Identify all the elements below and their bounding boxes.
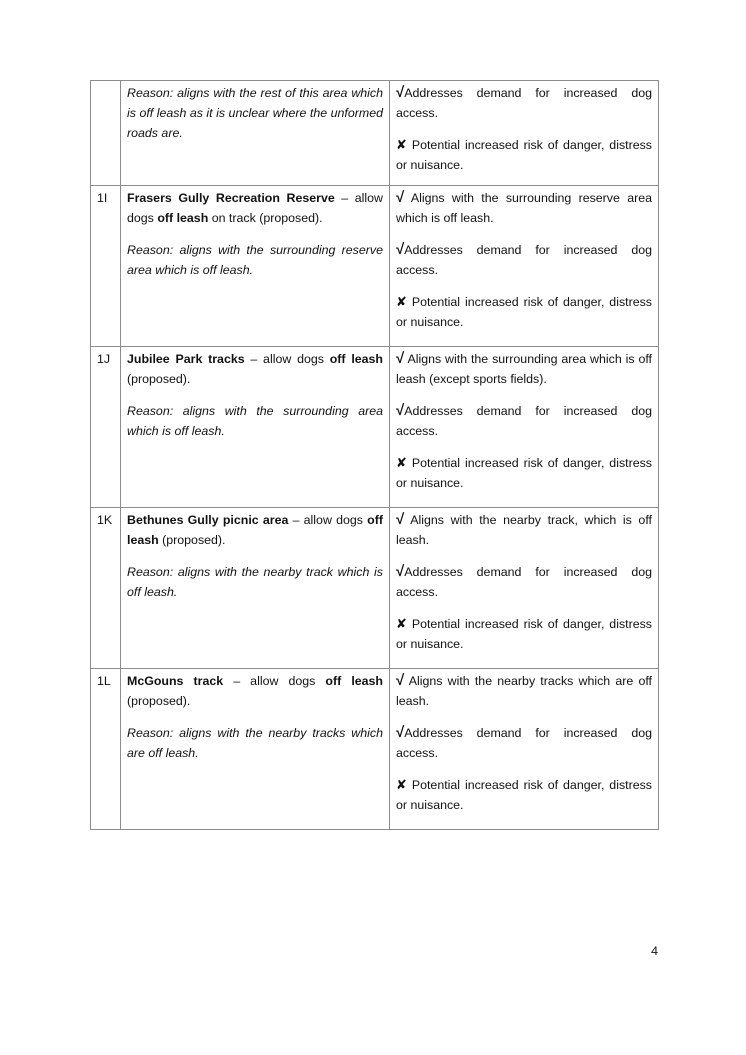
tick-icon: √ xyxy=(396,563,405,580)
risk-text: Potential increased risk of danger, distress or nuisance. xyxy=(396,138,652,172)
proposal-tail: (proposed). xyxy=(127,372,191,386)
cross-icon: ✘ xyxy=(396,294,407,309)
tick-icon: √ xyxy=(396,724,405,741)
risk-point xyxy=(396,453,652,493)
row-id: 1J xyxy=(91,347,121,508)
location-name: Bethunes Gully picnic area xyxy=(127,513,289,527)
proposal-tail: (proposed). xyxy=(158,533,226,547)
align-text: Aligns with the surrounding reserve area which is off leash. xyxy=(396,191,652,225)
proposal-dash: – allow dogs xyxy=(244,352,330,366)
tick-icon: √ xyxy=(396,511,405,528)
demand-text: Addresses demand for increased dog access. xyxy=(396,86,652,120)
table-row xyxy=(91,81,659,186)
risk-text: Potential increased risk of danger, distress or nuisance. xyxy=(396,456,652,490)
tick-icon: √ xyxy=(396,241,405,258)
demand-text: Addresses demand for increased dog access. xyxy=(396,404,652,438)
align-point xyxy=(396,671,652,711)
proposal-tail: on track (proposed). xyxy=(208,211,323,225)
cross-icon: ✘ xyxy=(396,616,407,631)
description-cell xyxy=(121,347,390,508)
risk-text: Potential increased risk of danger, distress or nuisance. xyxy=(396,778,652,812)
reason-text: Reason: aligns with the surrounding area which is off leash. xyxy=(127,404,383,438)
risk-point xyxy=(396,135,652,175)
risk-point xyxy=(396,292,652,332)
align-text: Aligns with the nearby tracks which are off leash. xyxy=(396,674,652,708)
align-text: Aligns with the surrounding area which is off leash (except sports fields). xyxy=(396,352,652,386)
proposal-text xyxy=(127,188,383,228)
demand-text: Addresses demand for increased dog access. xyxy=(396,726,652,760)
page-number: 4 xyxy=(651,944,658,958)
align-point xyxy=(396,510,652,550)
reason-text: Reason: aligns with the surrounding reserve area which is off leash. xyxy=(127,243,383,277)
table-row xyxy=(91,669,659,830)
proposal-dash: – allow dogs xyxy=(127,191,383,225)
description-cell xyxy=(121,669,390,830)
risk-point xyxy=(396,614,652,654)
tick-icon: √ xyxy=(396,350,405,367)
evaluation-cell xyxy=(390,81,659,186)
align-text: Aligns with the nearby track, which is off leash. xyxy=(396,513,652,547)
off-leash-label: off leash xyxy=(127,513,383,547)
table-row xyxy=(91,186,659,347)
tick-icon: √ xyxy=(396,402,405,419)
align-point xyxy=(396,188,652,228)
evaluation-cell xyxy=(390,669,659,830)
demand-point xyxy=(396,240,652,280)
risk-point xyxy=(396,775,652,815)
risk-text: Potential increased risk of danger, distress or nuisance. xyxy=(396,295,652,329)
description-cell xyxy=(121,81,390,186)
evaluation-cell xyxy=(390,186,659,347)
demand-point xyxy=(396,723,652,763)
evaluation-cell xyxy=(390,347,659,508)
proposal-text xyxy=(127,510,383,550)
row-id: 1I xyxy=(91,186,121,347)
tick-icon: √ xyxy=(396,84,405,101)
off-leash-label: off leash xyxy=(157,211,209,225)
cross-icon: ✘ xyxy=(396,137,407,152)
risk-text: Potential increased risk of danger, distress or nuisance. xyxy=(396,617,652,651)
reason-text: Reason: aligns with the nearby tracks which are off leash. xyxy=(127,726,383,760)
cross-icon: ✘ xyxy=(396,455,407,470)
reason-text: Reason: aligns with the rest of this area which is off leash as it is unclear where the unformed roads are. xyxy=(127,86,383,140)
row-id xyxy=(91,81,121,186)
tick-icon: √ xyxy=(396,672,405,689)
off-leash-label: off leash xyxy=(325,674,383,688)
row-id: 1L xyxy=(91,669,121,830)
demand-point xyxy=(396,401,652,441)
proposal-dash: – allow dogs xyxy=(223,674,326,688)
proposals-table xyxy=(90,80,659,830)
demand-text: Addresses demand for increased dog access. xyxy=(396,243,652,277)
tick-icon: √ xyxy=(396,189,405,206)
proposal-tail: (proposed). xyxy=(127,694,191,708)
evaluation-cell xyxy=(390,508,659,669)
demand-point xyxy=(396,562,652,602)
table-row xyxy=(91,347,659,508)
proposal-text xyxy=(127,671,383,711)
location-name: McGouns track xyxy=(127,674,224,688)
location-name: Jubilee Park tracks xyxy=(127,352,245,366)
location-name: Frasers Gully Recreation Reserve xyxy=(127,191,335,205)
demand-text: Addresses demand for increased dog access. xyxy=(396,565,652,599)
demand-point xyxy=(396,83,652,123)
align-point xyxy=(396,349,652,389)
reason-text: Reason: aligns with the nearby track which is off leash. xyxy=(127,565,383,599)
table-row xyxy=(91,508,659,669)
description-cell xyxy=(121,508,390,669)
description-cell xyxy=(121,186,390,347)
cross-icon: ✘ xyxy=(396,777,407,792)
proposal-text xyxy=(127,349,383,389)
row-id: 1K xyxy=(91,508,121,669)
proposal-dash: – allow dogs xyxy=(288,513,368,527)
off-leash-label: off leash xyxy=(329,352,383,366)
